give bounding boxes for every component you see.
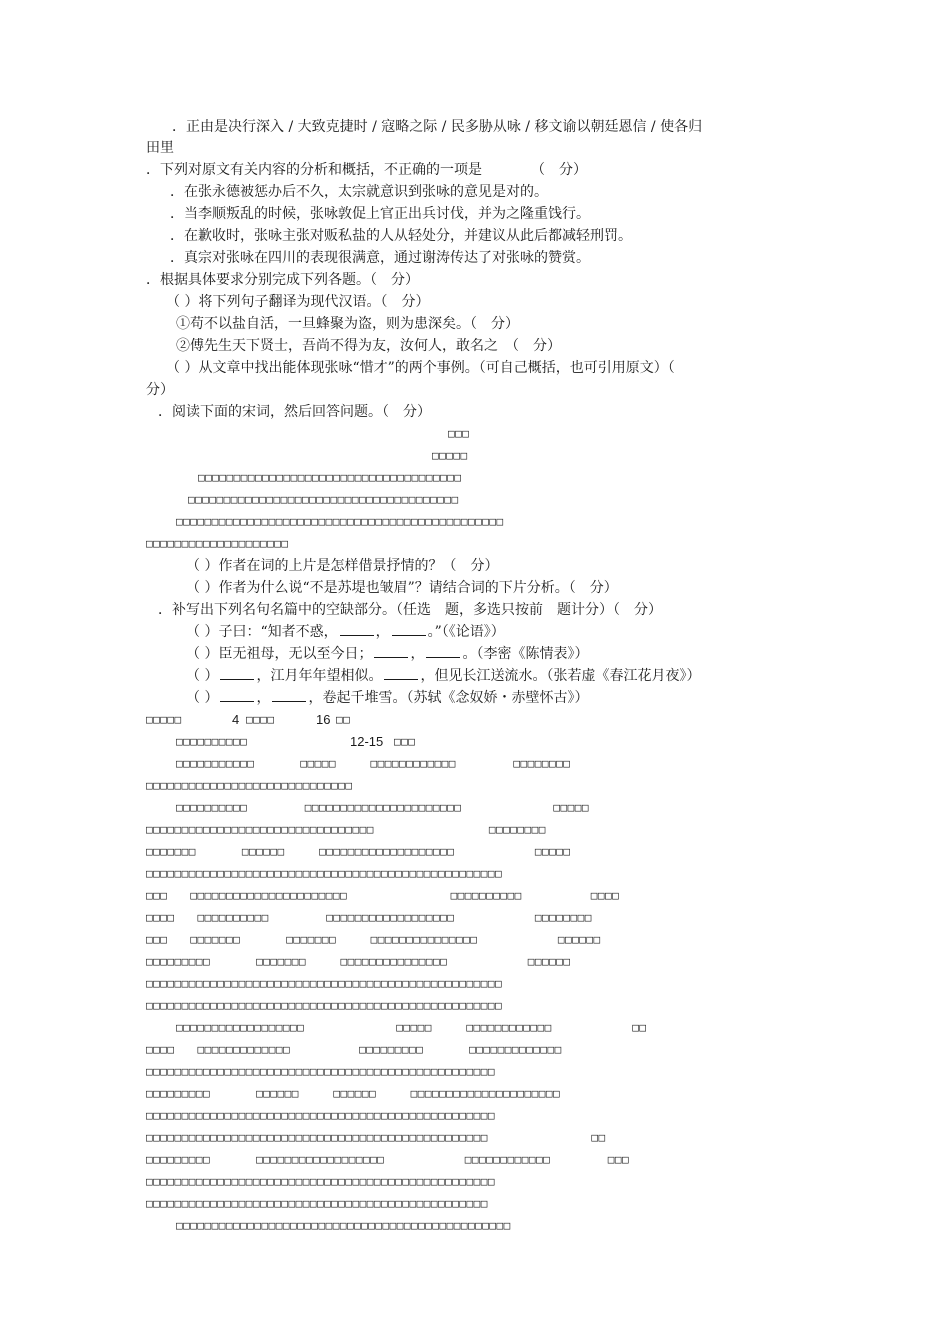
sentence-1: ①苟不以盐自活，一旦蜂聚为盗，则为患深矣。（ 分）	[176, 316, 519, 332]
question-analysis: ．下列对原文有关内容的分析和概括，不正确的一项是 （ 分）	[146, 162, 587, 178]
task-examples: （ ）从文章中找出能体现张咏“惜才”的两个事例。（可自己概括，也可引用原文）（	[166, 360, 675, 376]
sentence-2: ②傅先生天下贤士，吾尚不得为友，汝何人，敢名之 （ 分）	[176, 338, 561, 354]
poem-author-glyphs: □□□□□	[432, 449, 468, 462]
task-examples-cont: 分）	[146, 382, 174, 398]
passage-glyphs: □□□□ □□□□□□□□□□ □□□□□□□□□□□□□□□□□□ □□□□□□□□	[146, 911, 592, 924]
blank-field	[340, 621, 374, 636]
blank-field	[220, 687, 254, 702]
section-glyphs: □□	[336, 713, 351, 726]
poem-line-glyphs: □□□□□□□□□□□□□□□□□□□□□□□□□□□□□□□□□□□□□□□□□□□□□□	[176, 515, 504, 528]
passage-glyphs: □□□□□□□□□□□□□□□□□□□□□□□□□□□□□□□□□□□□□□□□□□□□□□□□ □□	[146, 1131, 606, 1144]
option-c: ．在歉收时，张咏主张对贩私盐的人从轻处分，并建议从此后都减轻刑罚。	[170, 228, 632, 244]
section-header-glyphs: □□□□□	[146, 713, 182, 726]
option-b: ．当李顺叛乱的时候，张咏敦促上官正出兵讨伐，并为之隆重饯行。	[170, 206, 590, 222]
passage-glyphs: □□□□□□□□□ □□□□□□□□□□□□□□□□□□ □□□□□□□□□□□□ □□□	[146, 1153, 630, 1166]
passage-glyphs: □□□□□□□□□□□□□□□□□□ □□□□□ □□□□□□□□□□□□ □□	[176, 1021, 647, 1034]
poem-line-glyphs: □□□□□□□□□□□□□□□□□□□□	[146, 537, 289, 550]
section-count: 4	[232, 712, 240, 727]
poem-line-glyphs: □□□□□□□□□□□□□□□□□□□□□□□□□□□□□□□□□□□□□□	[188, 493, 459, 506]
poem-title-glyphs: □□□	[448, 427, 470, 440]
answer-option-d: ．正由是决行深入 / 大致克捷时 / 寇略之际 / 民多胁从咏 / 移文谕以朝廷恩信 / 使各归	[172, 119, 703, 135]
passage-glyphs: □□□	[394, 735, 416, 748]
poem-q2: （ ）作者为什么说“不是苏堤也皱眉”？请结合词的下片分析。（ 分）	[186, 580, 618, 596]
blank-field	[374, 643, 408, 658]
passage-glyphs: □□□□□□□□□□□□□□□□□□□□□□□□□□□□□□□□ □□□□□□□□	[146, 823, 546, 836]
fill-item-4: （ ） ， ，卷起千堆雪。（苏轼《念奴娇・赤壁怀古》）	[186, 687, 588, 709]
question-fill: ．补写出下列名句名篇中的空缺部分。（任选 题，多选只按前 题计分）（ 分）	[158, 602, 662, 618]
passage-glyphs: □□□□□□□□□□□□□□□□□□□□□□□□□□□□□□□□□□□□□□□□□□□□□□□□□□	[146, 999, 503, 1012]
blank-field	[220, 665, 254, 680]
section-score: 16	[316, 712, 331, 727]
blank-field	[272, 687, 306, 702]
option-a: ．在张永德被惩办后不久，太宗就意识到张咏的意见是对的。	[170, 184, 548, 200]
passage-glyphs: □□□□□□□□□□□□□□□□□□□□□□□□□□□□□□□□□□□□□□□□□□□□□□□□□□	[146, 977, 503, 990]
question-poem: ．阅读下面的宋词，然后回答问题。（ 分）	[158, 404, 431, 420]
passage-glyphs: □□□□□□□□□□	[176, 735, 248, 748]
fill-item-2: （ ）臣无祖母，无以至今日； ， 。（李密《陈情表》）	[186, 643, 588, 665]
fill-item-1: （ ）子曰：“知者不惑， ， 。”（《论语》）	[186, 621, 505, 643]
passage-glyphs: □□□□□□□□□□□□□□□□□□□□□□□□□□□□□□□□□□□□□□□□□□□□□□□□□	[146, 1175, 496, 1188]
passage-glyphs: □□□□□□□□□□□□□□□□□□□□□□□□□□□□□□□□□□□□□□□□□□□□□□□□	[146, 1197, 488, 1210]
passage-glyphs: □□□□□□□□□□ □□□□□□□□□□□□□□□□□□□□□□ □□□□□	[176, 801, 590, 814]
poem-line-glyphs: □□□□□□□□□□□□□□□□□□□□□□□□□□□□□□□□□□□□□	[198, 471, 462, 484]
passage-glyphs: □□□□□□□ □□□□□□ □□□□□□□□□□□□□□□□□□□ □□□□□	[146, 845, 571, 858]
blank-field	[384, 665, 418, 680]
passage-glyphs: □□□□□□□□□□□ □□□□□ □□□□□□□□□□□□ □□□□□□□□	[176, 757, 571, 770]
question-range: 12-15	[350, 734, 384, 749]
passage-glyphs: □□□□ □□□□□□□□□□□□□ □□□□□□□□□ □□□□□□□□□□□□□	[146, 1043, 562, 1056]
option-d: ．真宗对张咏在四川的表现很满意，通过谢涛传达了对张咏的赞赏。	[170, 250, 590, 266]
passage-glyphs: □□□□□□□□□□□□□□□□□□□□□□□□□□□□□□□□□□□□□□□□□□□□□□□	[176, 1219, 511, 1232]
passage-glyphs: □□□□□□□□□□□□□□□□□□□□□□□□□□□□□□□□□□□□□□□□□□□□□□□□□	[146, 1065, 496, 1078]
passage-glyphs: □□□□□□□□□□□□□□□□□□□□□□□□□□□□□□□□□□□□□□□□□□□□□□□□□□	[146, 867, 503, 880]
blank-field	[392, 621, 426, 636]
passage-glyphs: □□□□□□□□□ □□□□□□ □□□□□□ □□□□□□□□□□□□□□□□□□□□□	[146, 1087, 561, 1100]
passage-glyphs: □□□□□□□□□□□□□□□□□□□□□□□□□□□□□□□□□□□□□□□□□□□□□□□□□	[146, 1109, 496, 1122]
question-tasks: ．根据具体要求分别完成下列各题。（ 分）	[146, 272, 419, 288]
passage-glyphs: □□□□□□□□□ □□□□□□□ □□□□□□□□□□□□□□□ □□□□□□	[146, 955, 571, 968]
task-translate: （ ）将下列句子翻译为现代汉语。（ 分）	[166, 294, 430, 310]
poem-q1: （ ）作者在词的上片是怎样借景抒情的？（ 分）	[186, 558, 499, 574]
passage-glyphs: □□□□□□□□□□□□□□□□□□□□□□□□□□□□□	[146, 779, 353, 792]
passage-glyphs: □□□ □□□□□□□□□□□□□□□□□□□□□□ □□□□□□□□□□ □□□□	[146, 889, 620, 902]
answer-option-d-cont: 田里	[146, 140, 174, 156]
passage-glyphs: □□□ □□□□□□□ □□□□□□□ □□□□□□□□□□□□□□□ □□□□□□	[146, 933, 601, 946]
fill-item-3: （ ） ，江月年年望相似。 ，但见长江送流水。（张若虚《春江花月夜》）	[186, 665, 700, 687]
section-glyphs: □□□□	[246, 713, 275, 726]
blank-field	[426, 643, 460, 658]
